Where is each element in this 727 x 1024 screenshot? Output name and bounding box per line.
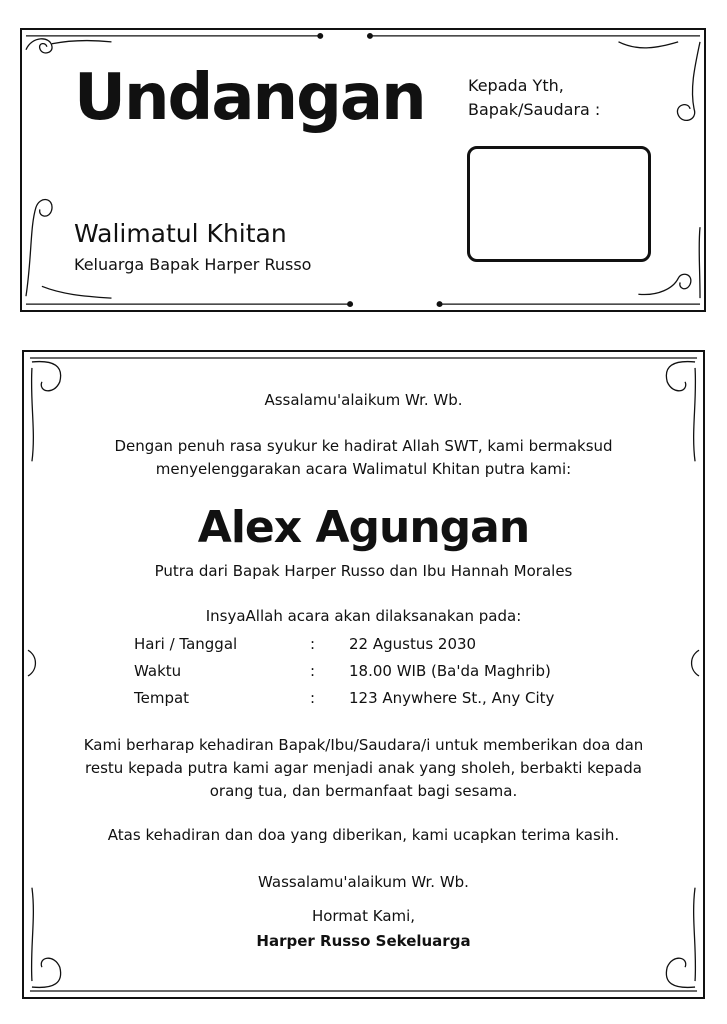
detail-label: Hari / Tanggal <box>134 635 238 653</box>
recipient-line-2: Bapak/Saudara : <box>468 100 601 119</box>
recipient-label <box>468 74 600 122</box>
thanks-line: Atas kehadiran dan doa yang diberikan, kami ucapkan terima kasih. <box>107 826 620 844</box>
hope-line-1: Kami berharap kehadiran Bapak/Ibu/Saudara/i untuk memberikan doa dan <box>83 736 644 754</box>
opening-greeting: Assalamu'alaikum Wr. Wb. <box>264 391 463 409</box>
intro-line-2: menyelenggarakan acara Walimatul Khitan putra kami: <box>155 460 572 478</box>
detail-label: Tempat <box>134 689 190 707</box>
host-family: Keluarga Bapak Harper Russo <box>74 255 312 274</box>
envelope-card <box>20 28 706 312</box>
child-name: Alex Agungan <box>197 502 530 553</box>
invitation-letter-card <box>22 350 705 999</box>
envelope-title: Undangan <box>74 61 425 135</box>
detail-colon: : <box>310 689 316 707</box>
regards-line: Hormat Kami, <box>311 907 416 925</box>
schedule-intro: InsyaAllah acara akan dilaksanakan pada: <box>205 607 522 625</box>
detail-row-time <box>134 659 614 683</box>
recipient-line-1: Kepada Yth, <box>468 76 564 95</box>
hope-line-3: orang tua, dan bermanfaat bagi sesama. <box>209 782 518 800</box>
detail-value: 18.00 WIB (Ba'da Maghrib) <box>349 662 551 680</box>
hope-line-2: restu kepada putra kami agar menjadi anak yang sholeh, berbakti kepada <box>85 759 642 777</box>
detail-label: Waktu <box>134 662 182 680</box>
detail-value: 22 Agustus 2030 <box>349 635 477 653</box>
detail-row-date <box>134 632 614 656</box>
closing-greeting: Wassalamu'alaikum Wr. Wb. <box>258 873 469 891</box>
intro-line-1: Dengan penuh rasa syukur ke hadirat Allah SWT, kami bermaksud <box>114 437 613 455</box>
parents-line: Putra dari Bapak Harper Russo dan Ibu Hannah Morales <box>154 562 573 580</box>
detail-colon: : <box>310 635 316 653</box>
signature-name: Harper Russo Sekeluarga <box>256 932 471 950</box>
detail-value: 123 Anywhere St., Any City <box>349 689 555 707</box>
detail-colon: : <box>310 662 316 680</box>
event-name: Walimatul Khitan <box>74 219 287 248</box>
detail-row-place <box>134 686 614 710</box>
recipient-address-box <box>467 146 651 262</box>
